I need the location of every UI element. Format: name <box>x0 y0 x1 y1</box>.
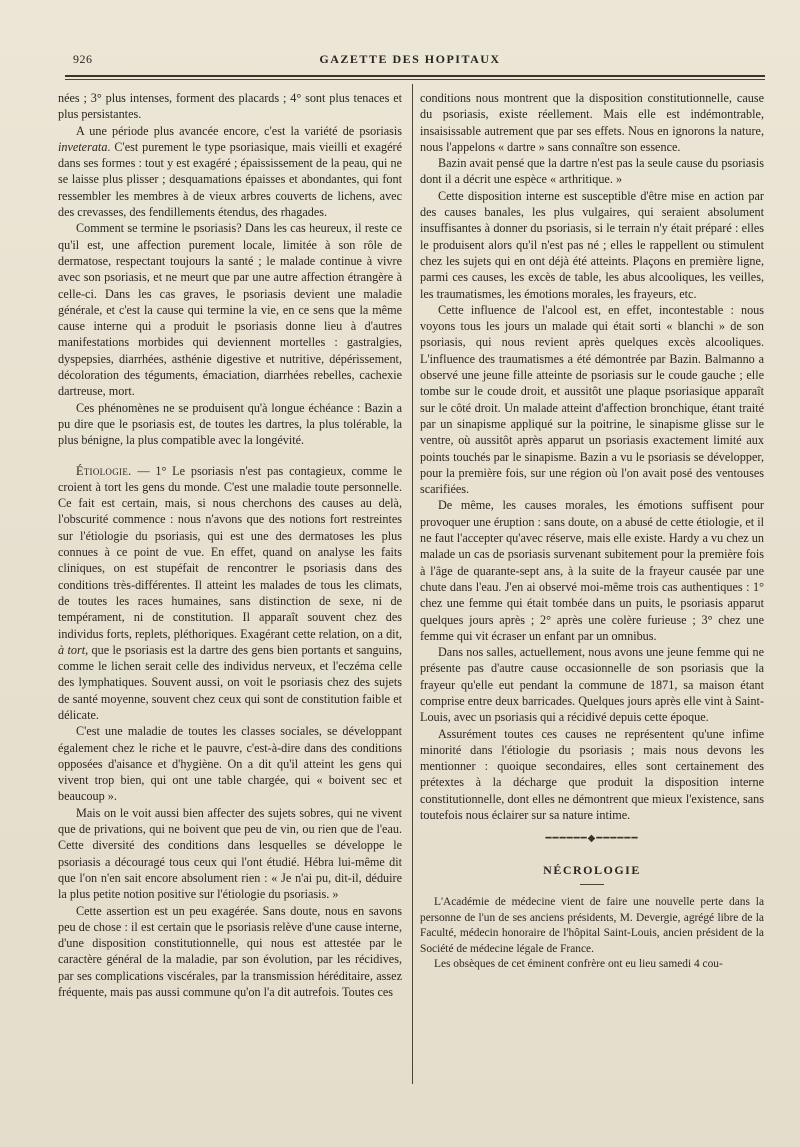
header-rule <box>65 75 765 77</box>
section-label: Étiologie. <box>76 463 132 478</box>
paragraph: Cette assertion est un peu exagérée. Sans doute, nous en savons peu de chose : il est certain que le psoriasis relève d'une cause interne, d'une disposition constitutionnelle, qui nous est attestée par le caractère général de la maladie, par son évolution, par les récidives, par ses complications viscérales, par la transmission héréditaire, assez fréquente, mais pas aussi commune qu'on l'a dit autrefois. Toutes ces <box>58 903 402 1000</box>
paragraph: L'Académie de médecine vient de faire une nouvelle perte dans la personne de l'un de ses anciens présidents, M. Devergie, agrégé libre de la Faculté, médecin honoraire de l'hôpital Saint-Louis, ancien président de la Société de médecine légale de France. <box>420 895 764 955</box>
left-column <box>58 90 402 1000</box>
paragraph: Cette disposition interne est susceptible d'être mise en action par des causes banales, les plus vulgaires, qui seraient absolument insuffisantes à donner du psoriasis, si le terrain n'y était préparé : elles le produisent alors qu'il n'est pas né ; elles le rappellent ou stimulent chez les sujets qui en ont déjà été atteints. Plaçons en première ligne, parmi ces causes, les excès de table, les abus alcooliques, les veilles, les traumatismes, les émotions morales, les frayeurs, etc. <box>420 188 764 301</box>
journal-title: GAZETTE DES HOPITAUX <box>319 52 501 66</box>
paragraph: nées ; 3° plus intenses, forment des placards ; 4° sont plus tenaces et plus persistantes. <box>58 91 402 122</box>
etiology-paragraph: Étiologie. — 1° Le psoriasis n'est pas contagieux, comme le croient à tort les gens du monde. C'est une maladie toute personnelle. Ce fait est certain, mais, si nous cherchons des causes au delà, l'obscurité commence : nous n'avons que des notions fort restreintes sur l'étiologie du psoriasis, qui est une des dermatoses les plus connues à ce point de vue. En effet, quand on analyse les faits cliniques, on est stupéfait de rencontrer le psoriasis dans des conditions très-différentes. Il atteint les malades de tous les climats, de toutes les races humaines, sans distinction de sexe, ni de tempérament, ni de constitution. Il apparaît souvent chez des individus forts, replets, pléthoriques. Exagérant cette relation, on a dit, à tort, que le psoriasis est la dartre des gens bien portants et sanguins, comme le lichen serait celle des individus nerveux, et l'eczéma celle des lymphatiques. Souvent aussi, on voit le psoriasis chez des sujets de santé moyenne, souvent chez ceux qui sont de constitution faible et délicate. <box>58 463 403 722</box>
paragraph: Comment se termine le psoriasis? Dans les cas heureux, il reste ce qu'il est, une affection purement locale, limitée à son rôle de dermatose, respectant toujours la santé ; le malade continue à vivre avec son psoriasis, et ne meurt que par une autre affection étrangère à celle-ci. Dans les cas graves, le psoriasis devient une maladie générale, et c'est la cause qui termine la vie, en ce sens que la même cause interne qui a produit le psoriasis donne lieu à d'autres manifestations morbides qui deviennent mortelles : gastralgies, dyspepsies, diarrhées, asthénie digestive et nutritive, dépérissement, décoloration des téguments, émaciation, diarrhées rebelles, cachexie dartreuse, mort. <box>58 221 402 399</box>
page-header <box>55 48 765 72</box>
column-divider <box>412 84 413 1084</box>
paragraph: Bazin avait pensé que la dartre n'est pas la seule cause du psoriasis dont il a décrit une espèce « arthritique. » <box>420 156 764 187</box>
paragraph: Cette influence de l'alcool est, en effet, incontestable : nous voyons tous les jours un malade qui était sorti « blanchi » de son psoriasis, qui nous revient après quelques excès alcooliques. L'influence des traumatismes a été démontrée par Bazin. Balmanno a observé une jeune fille atteinte de psoriasis sur le coude gauche ; elle tombe sur le coude droit, et aussitôt une plaque psoriasique apparaît sur le côté droit. Un malade atteint d'affection bronchique, étant traité par un sinapisme appliqué sur la poitrine, le sinapisme glisse sur le ventre, où aussitôt après apparut un psoriasis exactement limité aux points touchés par le sinapisme. Bazin a vu le psoriasis se développer, pour la première fois, sur une région où l'on avait posé des ventouses scarifiées. <box>420 302 764 497</box>
necrology-section <box>420 895 764 973</box>
paragraph: Assurément toutes ces causes ne représentent qu'une infime minorité dans l'étiologie du psoriasis ; mais nous devons les mentionner : quoique secondaires, elles sont certainement des prétextes à la décharge que produit la disposition interne constitutionnelle, dont elles ne démontrent que mieux l'existence, sans toutefois nous éclairer sur sa nature intime. <box>420 726 764 823</box>
header-rule-thin <box>65 79 765 80</box>
paragraph: Dans nos salles, actuellement, nous avons une jeune femme qui ne présente pas d'autre cause occasionnelle de son psoriasis que la frayeur qu'elle eut pendant la commune de 1871, sa maison étant comprise entre deux barricades. Quelques jours après elle vint à Saint-Louis, avec un psoriasis qui a récidivé depuis cette époque. <box>420 645 764 725</box>
paragraph: A une période plus avancée encore, c'est la variété de psoriasis inveterata. C'est purement le type psoriasique, mais vieilli et exagéré dans ses formes : tout y est exagéré ; épaississement de la peau, qui ne se laisse plus plisser ; desquamations épaisses et abondantes, qui font ressembler les membres à de vieux arbres couverts de lichens, avec des crevasses, des fendillements étendus, des rhagades. <box>58 123 402 220</box>
page-number: 926 <box>73 52 93 66</box>
paragraph: C'est une maladie de toutes les classes sociales, se développant également chez le riche et le pauvre, c'est-à-dire dans des conditions opposées d'aisance et d'hygiène. On a dit qu'il atteint les gens qui vivent trop bien, qui ont une table chargée, qui « boivent sec et beaucoup ». <box>58 724 402 804</box>
paragraph: De même, les causes morales, les émotions suffisent pour provoquer une éruption : sans doute, on a abusé de cette étiologie, et il ne faut l'accepter qu'avec réserve, mais elle existe. Hardy a vu chez un malade un cas de psoriasis survenant subitement pour la première fois à l'âge de quarante-sept ans, à la suite de la frayeur causée par une chute dans l'eau. J'en ai observé moi-même trois cas authentiques : 1° chez une femme qui était tombée dans un puits, le psoriasis apparut quelques jours après ; 2° après une colère furieuse ; 3° chez une femme qui vit écraser un enfant par un omnibus. <box>420 498 764 643</box>
heading-rule <box>580 884 604 885</box>
necrology-heading: NÉCROLOGIE <box>543 862 641 877</box>
paragraph: Mais on le voit aussi bien affecter des sujets sobres, qui ne vivent que de privations, qui ne boivent que peu de vin, ou rien que de l'eau. Cette diversité des conditions dans lesquelles se développe le psoriasis a découragé tous ceux qui l'ont étudié. Hébra lui-même dit que l'on n'en sait encore absolument rien : « Je n'ai pu, dit-il, déduire la plus petite notion positive sur l'étiologie du psoriasis. » <box>58 805 402 902</box>
ornament-divider: ━━━━━━◆━━━━━━ <box>545 833 639 845</box>
paragraph: conditions nous montrent que la disposition constitutionnelle, cause du psoriasis, existe réellement. Mais elle est indémontrable, insaisissable autrement que par ses effets. Nous en ignorons la nature, nous l'appelons « dartre » sans connaître son essence. <box>420 91 764 154</box>
paragraph: Les obsèques de cet éminent confrère ont eu lieu samedi 4 cou- <box>434 958 723 971</box>
paragraph: Ces phénomènes ne se produisent qu'à longue échéance : Bazin a pu dire que le psoriasis est, de toutes les dartres, la plus tolérable, la plus bénigne, la plus compatible avec la longévité. <box>58 400 402 448</box>
right-column <box>420 90 764 973</box>
